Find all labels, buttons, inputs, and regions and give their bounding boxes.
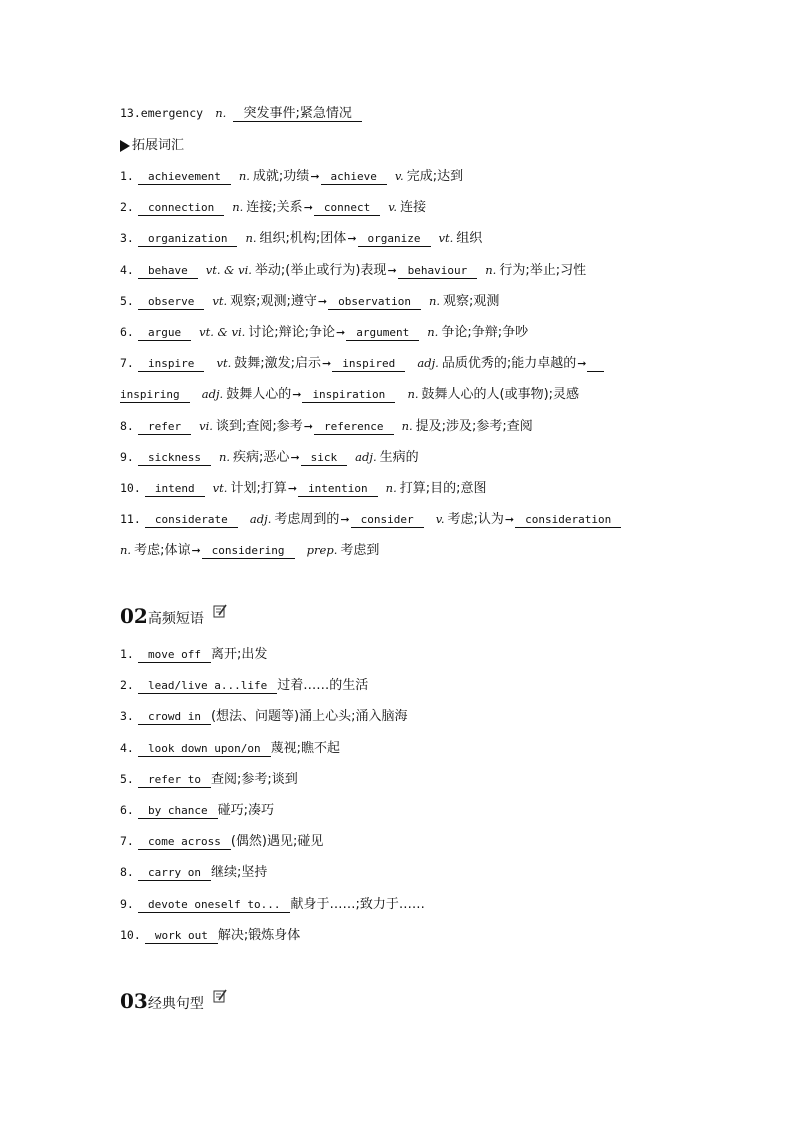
vocab-item	[120, 261, 586, 280]
item-number: 6.	[120, 325, 134, 339]
right-arrow-icon: ➞	[387, 264, 397, 277]
answer-blank: refer to	[138, 772, 211, 788]
answer-blank: inspiration	[302, 387, 395, 403]
answer-blank: inspiring	[120, 387, 190, 403]
vocab-item	[120, 229, 482, 248]
phrase-item	[120, 707, 408, 726]
answer-blank: organize	[358, 231, 431, 247]
answer-blank: argue	[138, 325, 191, 341]
part-of-speech: vt. & vi.	[199, 325, 246, 339]
item-number: 10.	[120, 927, 141, 942]
answer-blank: behave	[138, 263, 198, 279]
vocab-item	[120, 323, 528, 342]
item-number: 9.	[120, 450, 134, 464]
meaning: 组织	[456, 231, 483, 246]
meaning: 查阅;参考;谈到	[210, 771, 298, 787]
item-number: 9.	[120, 896, 134, 911]
right-arrow-icon: ➞	[322, 357, 332, 370]
part-of-speech: adj.	[355, 450, 377, 464]
answer-blank: achievement	[138, 169, 231, 185]
vocab-item-11-line1: 11. considerate adj. 考虑周到的➞ consider v. 考虑;认为➞ consideration	[120, 510, 621, 529]
meaning: 继续;坚持	[210, 865, 268, 881]
part-of-speech: n.	[427, 325, 439, 339]
vocab-item-13: 13.emergency n. 突发事件;紧急情况	[120, 104, 362, 123]
item-number: 6.	[120, 803, 134, 817]
right-arrow-icon: ➞	[336, 326, 346, 339]
answer-blank: lead/live a...life	[138, 678, 277, 694]
pencil-note-icon	[213, 604, 227, 618]
right-arrow-icon: ➞	[191, 544, 201, 557]
meaning: 解决;锻炼身体	[217, 927, 301, 943]
answer-blank: considerate	[145, 512, 238, 528]
section-heading-sentences: 03经典句型	[120, 989, 227, 1013]
part-of-speech: n.	[428, 294, 441, 308]
meaning: 连接	[400, 200, 427, 215]
answer-blank: argument	[346, 325, 419, 341]
section-heading-phrases: 02高频短语	[120, 604, 227, 628]
answer-blank: intention	[298, 481, 378, 497]
vocab-item-7-line2: inspiring adj. 鼓舞人心的➞ inspiration n. 鼓舞人心的人(或事物);灵感	[120, 387, 580, 402]
meaning: 疾病;恶心	[233, 450, 290, 465]
vocab-item	[120, 292, 499, 311]
meaning: 计划;打算	[230, 481, 287, 496]
answer-blank: observation	[328, 294, 421, 310]
meaning: 过着……的生活	[277, 678, 369, 694]
vocab-item-7-line1: 7. inspire vt. 鼓舞;激发;启示➞ inspired adj. 品质优秀的;能力卓越的➞	[120, 354, 604, 373]
right-arrow-icon: ➞	[347, 232, 357, 245]
meaning: 谈到;查阅;参考	[215, 419, 303, 434]
meaning: 争论;争辩;争吵	[441, 325, 529, 340]
right-arrow-icon: ➞	[577, 357, 587, 370]
right-arrow-icon: ➞	[287, 482, 298, 495]
phrase-item	[120, 895, 425, 914]
meaning: 碰巧;凑巧	[217, 803, 274, 818]
right-arrow-icon: ➞	[310, 170, 320, 183]
part-of-speech: n.	[401, 419, 413, 433]
answer-blank: sick	[301, 450, 348, 466]
phrase-item	[120, 645, 267, 664]
answer-blank: observe	[138, 294, 204, 310]
phrase-item	[120, 926, 300, 945]
answer-blank: behaviour	[398, 263, 478, 279]
meaning: 成就;功绩	[252, 169, 310, 184]
part-of-speech: vt.	[212, 294, 228, 308]
meaning: 举动;(举止或行为)表现	[254, 263, 387, 278]
phrase-item	[120, 801, 274, 820]
phrase-item	[120, 676, 368, 695]
right-arrow-icon: ➞	[290, 451, 300, 464]
part-of-speech: v.	[394, 169, 404, 183]
meaning: 提及;涉及;参考;查阅	[415, 419, 533, 434]
phrase-item	[120, 863, 267, 882]
answer-blank: sickness	[138, 450, 211, 466]
answer-blank: inspire	[138, 356, 204, 372]
right-arrow-icon: ➞	[340, 513, 350, 526]
right-arrow-icon: ➞	[303, 420, 313, 433]
item-number: 4.	[120, 263, 134, 277]
answer-blank: consideration	[515, 512, 621, 528]
right-arrow-icon: ➞	[317, 295, 328, 308]
vocab-item	[120, 479, 487, 498]
part-of-speech: n.	[218, 450, 231, 464]
item-number: 5.	[120, 294, 134, 308]
part-of-speech: v.	[388, 200, 398, 214]
answer-blank: organization	[138, 231, 237, 247]
answer-blank: 突发事件;紧急情况	[233, 106, 361, 122]
answer-blank: connect	[314, 200, 380, 216]
item-number: 2.	[120, 200, 134, 214]
vocab-item	[120, 417, 533, 436]
meaning: (偶然)遇见;碰见	[230, 834, 324, 850]
part-of-speech: n.	[245, 231, 257, 245]
answer-blank: considering	[202, 543, 295, 559]
right-arrow-icon: ➞	[303, 201, 313, 214]
part-of-speech: vt. & vi.	[205, 263, 252, 277]
part-of-speech: n.	[232, 200, 244, 214]
answer-blank: consider	[351, 512, 424, 528]
meaning: 观察;观测;遵守	[230, 294, 317, 309]
item-number: 10.	[120, 481, 141, 495]
answer-blank: move off	[138, 647, 211, 663]
item-number: 5.	[120, 771, 134, 786]
answer-blank: by chance	[138, 803, 218, 819]
item-number: 8.	[120, 419, 134, 433]
answer-blank: reference	[314, 419, 394, 435]
meaning: 蔑视;瞧不起	[270, 740, 340, 756]
vocab-item	[120, 448, 419, 467]
meaning: 献身于……;致力于……	[290, 896, 425, 912]
vocab-item	[120, 198, 426, 217]
meaning: 观察;观测	[443, 294, 500, 309]
meaning: 行为;举止;习性	[499, 263, 587, 278]
subhead-expanded-vocab: 拓展词汇	[120, 134, 184, 153]
answer-blank: refer	[138, 419, 191, 435]
answer-blank: achieve	[321, 169, 387, 185]
meaning: 连接;关系	[246, 200, 303, 215]
answer-blank: connection	[138, 200, 224, 216]
item-number: 4.	[120, 740, 134, 755]
answer-blank: intend	[145, 481, 205, 497]
item-number: 1.	[120, 169, 134, 183]
part-of-speech: vt.	[212, 481, 228, 495]
item-number: 3.	[120, 709, 134, 724]
meaning: 生病的	[379, 450, 419, 465]
meaning: 完成;达到	[406, 169, 464, 184]
meaning: 讨论;辩论;争论	[248, 325, 336, 340]
item-number: 1.	[120, 647, 134, 661]
meaning: 组织;机构;团体	[259, 231, 347, 246]
part-of-speech: n.	[385, 481, 397, 495]
item-number: 2.	[120, 678, 134, 693]
answer-blank: look down upon/on	[138, 741, 271, 757]
meaning: 离开;出发	[210, 647, 268, 662]
vocab-item-11-line2: n. 考虑;体谅➞ considering prep. 考虑到	[120, 543, 380, 558]
phrase-item	[120, 739, 340, 758]
answer-blank-continued	[587, 356, 604, 372]
item-number: 7.	[120, 834, 134, 849]
right-arrow-icon: ➞	[292, 388, 302, 401]
triangle-bullet-icon	[120, 140, 130, 152]
part-of-speech: vt.	[438, 231, 454, 245]
right-arrow-icon: ➞	[504, 513, 515, 526]
answer-blank: carry on	[138, 865, 211, 881]
meaning: 打算;目的;意图	[399, 481, 487, 496]
answer-blank: crowd in	[138, 709, 211, 725]
answer-blank: work out	[145, 928, 218, 944]
item-number: 3.	[120, 231, 134, 245]
answer-blank: devote oneself to...	[138, 897, 290, 913]
part-of-speech: vi.	[199, 419, 213, 433]
phrase-item	[120, 832, 323, 851]
vocab-item	[120, 167, 463, 186]
pencil-note-icon	[213, 989, 227, 1003]
meaning: (想法、问题等)涌上心头;涌入脑海	[210, 709, 408, 725]
phrase-item	[120, 770, 298, 789]
part-of-speech: n.	[485, 263, 497, 277]
answer-blank: come across	[138, 834, 231, 850]
part-of-speech: n.	[238, 169, 250, 183]
answer-blank: inspired	[332, 356, 405, 372]
item-number: 8.	[120, 865, 134, 880]
